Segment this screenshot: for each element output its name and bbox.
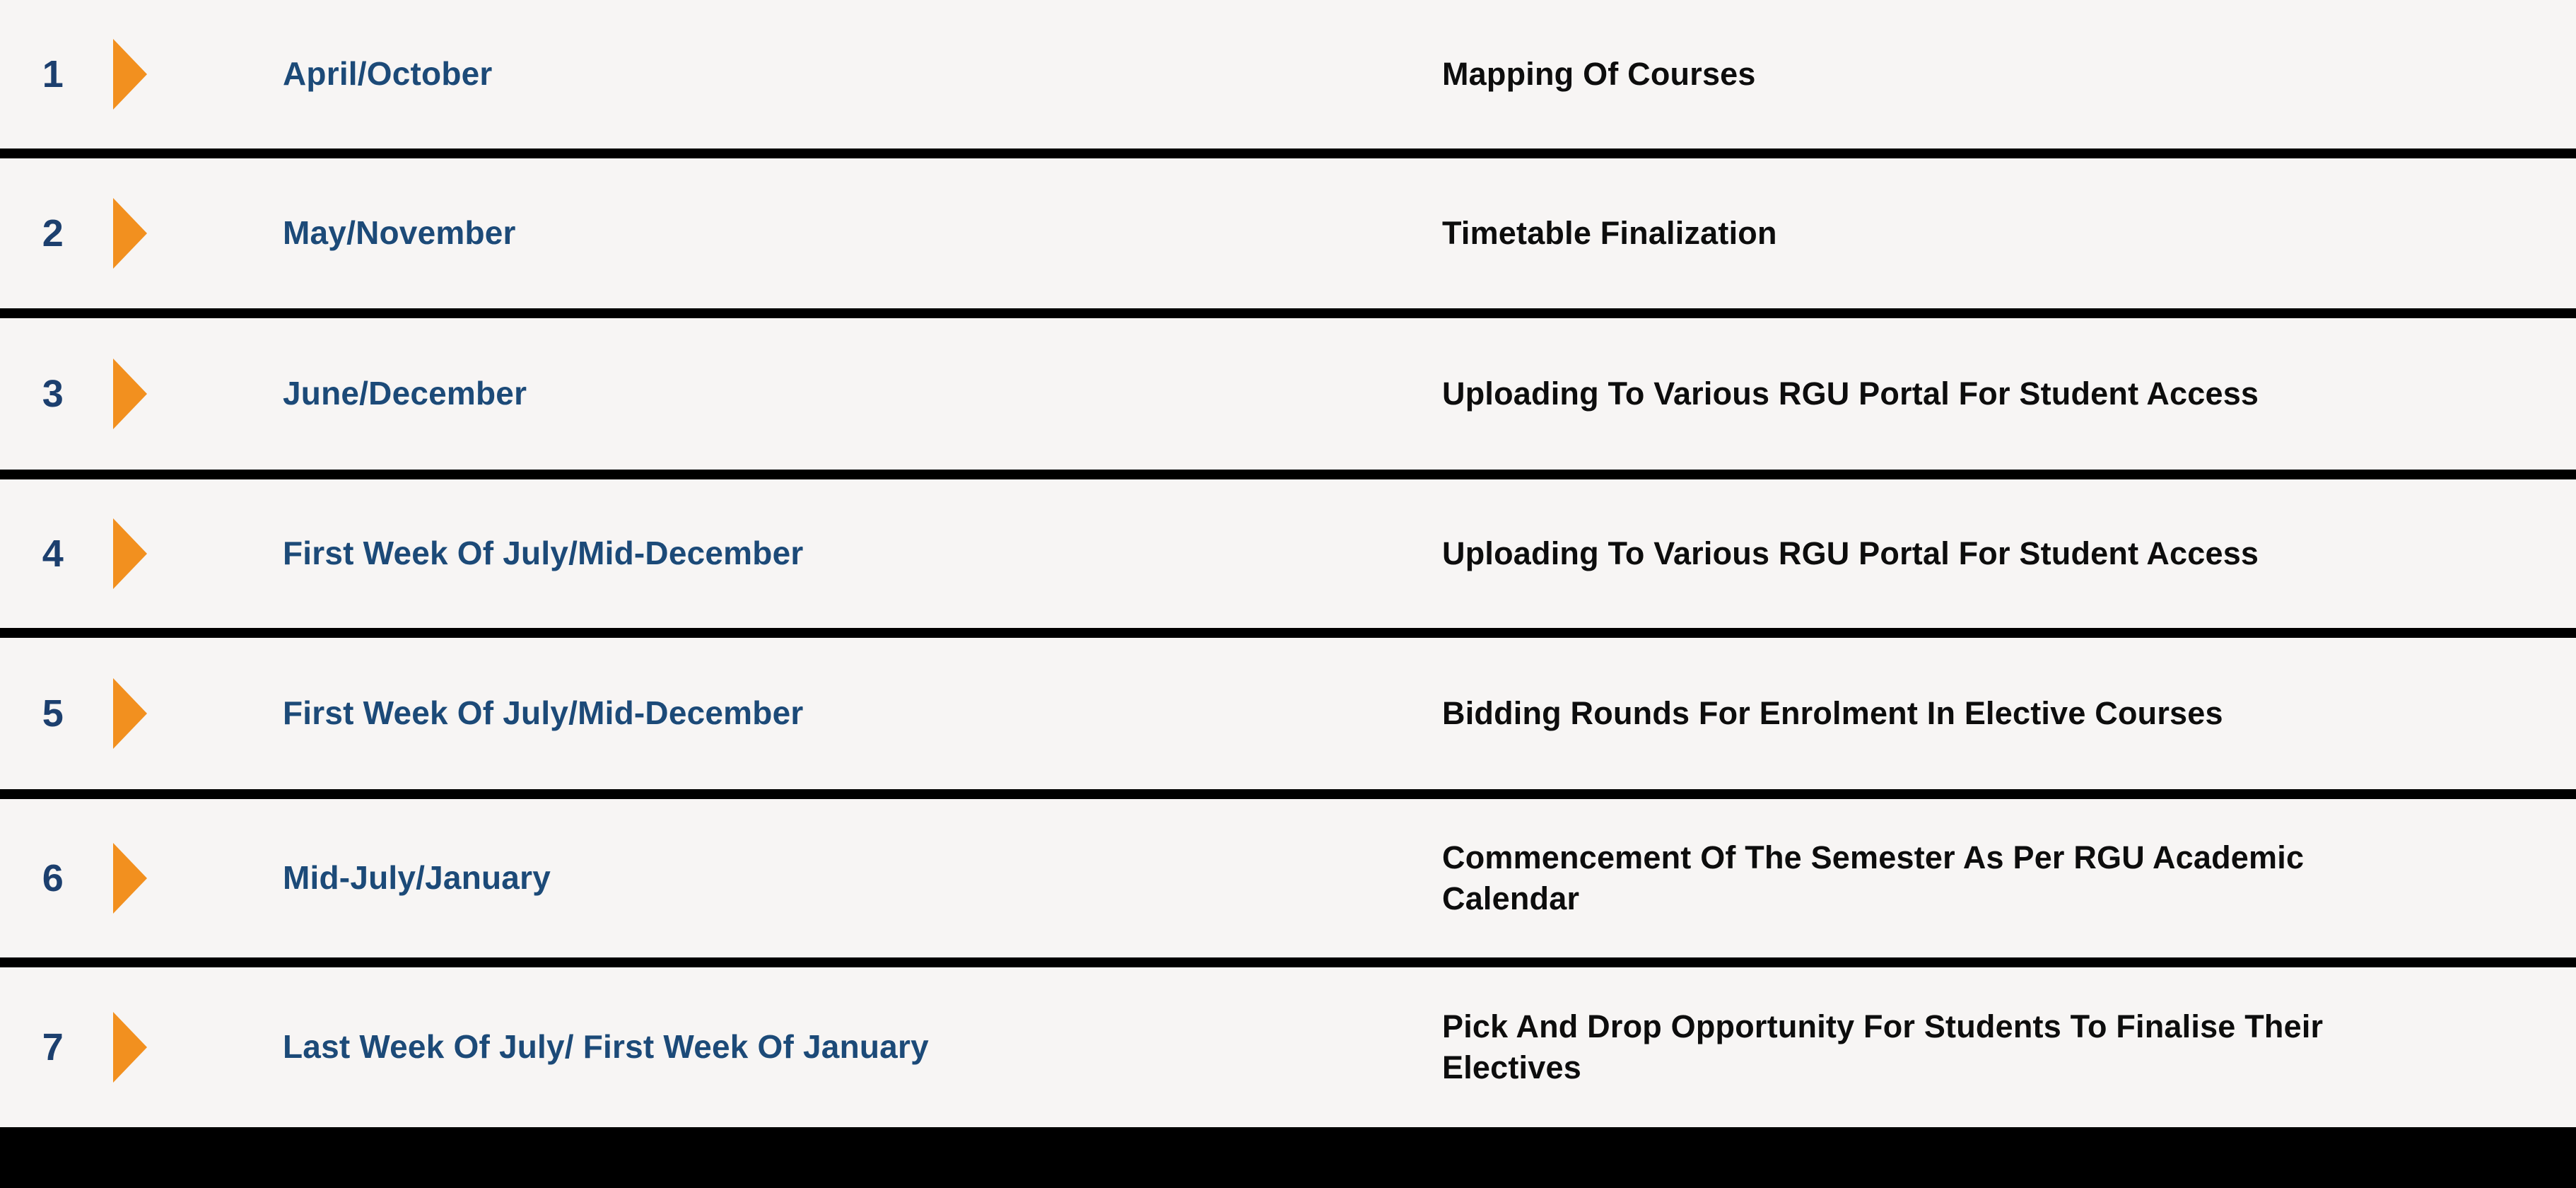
chevron-right-icon [106, 674, 170, 753]
row-index: 7 [42, 1026, 64, 1068]
row-index: 6 [42, 857, 64, 899]
row-period: First Week Of July/Mid-December [283, 535, 804, 572]
row-period: Mid-July/January [283, 859, 551, 897]
row-activity: Timetable Finalization [1442, 214, 1777, 251]
row-period: Last Week Of July/ First Week Of January [283, 1028, 929, 1066]
row-index: 3 [42, 373, 64, 415]
row-activity: Commencement Of The Semester As Per RGU Academic Calendar [1442, 839, 2305, 916]
timeline-row [0, 638, 2576, 789]
row-activity: Mapping Of Courses [1442, 55, 1756, 92]
row-index: 5 [42, 692, 64, 735]
row-activity: Uploading To Various RGU Portal For Student Access [1442, 375, 2259, 412]
row-index: 4 [42, 532, 64, 575]
row-period: May/November [283, 214, 516, 252]
timeline-row [0, 479, 2576, 628]
row-activity: Bidding Rounds For Enrolment In Elective Courses [1442, 694, 2223, 731]
timeline-row [0, 318, 2576, 470]
chevron-right-icon [106, 514, 170, 593]
timeline-row [0, 158, 2576, 308]
row-index: 2 [42, 212, 64, 255]
row-activity: Uploading To Various RGU Portal For Student Access [1442, 535, 2259, 571]
chevron-right-icon [106, 194, 170, 273]
chevron-right-icon [106, 35, 170, 114]
timeline-row [0, 967, 2576, 1127]
timeline-row [0, 0, 2576, 148]
row-index: 1 [42, 53, 64, 95]
timeline-row [0, 799, 2576, 957]
chevron-right-icon [106, 839, 170, 918]
chevron-right-icon [106, 354, 170, 433]
row-period: June/December [283, 375, 527, 412]
chevron-right-icon [106, 1008, 170, 1087]
row-period: First Week Of July/Mid-December [283, 694, 804, 732]
row-activity: Pick And Drop Opportunity For Students To Finalise Their Electives [1442, 1008, 2324, 1085]
row-period: April/October [283, 55, 493, 93]
